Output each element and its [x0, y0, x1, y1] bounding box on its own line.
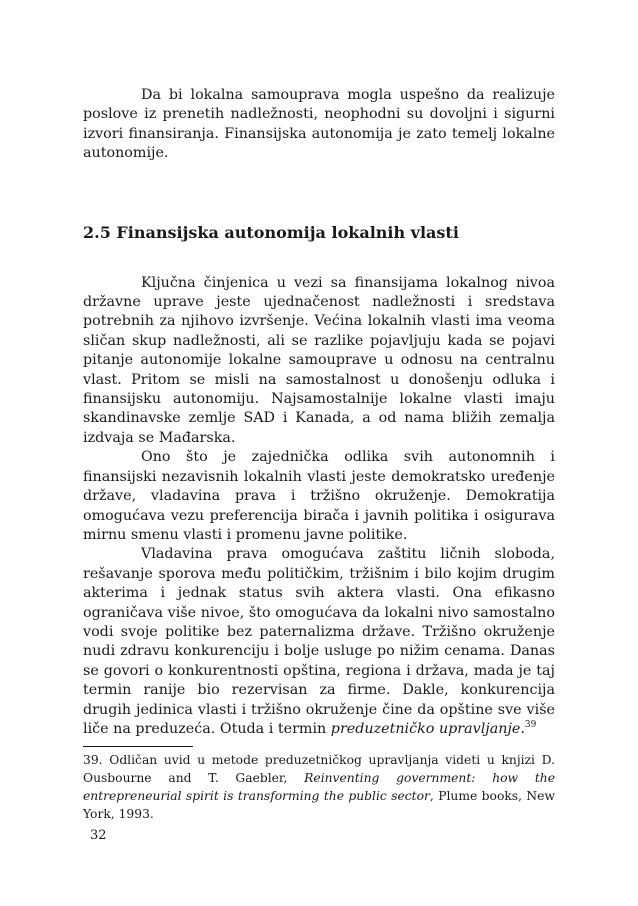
body-paragraph-3-text: Vladavina prava omogućava zaštitu ličnih sloboda, rešavanje sporova među političkim, tržišnim i bilo kojim drugim akterima i jednak status svih aktera vlasti. Ona efikasno ograničava više nivoe, što omogućava da lokalni nivo samostalno vodi svoje politike bez paternalizma države. Tržišno okruženje nudi zdravu konkurenciju i bolje usluge po nižim cenama. Danas se govori o konkurentnosti opština, regiona i država, mada je taj termin ranije bio rezervisan za firme. Dakle, konkurencija drugih jedinica vlasti i tržišno okruženje čine da opštine sve više liče na preduzeća. Otuda i termin: [83, 546, 555, 737]
footnote-book-title: Reinventing government: how the entrepreneurial spirit is transforming the public sector: [83, 771, 556, 803]
footnote-text-a: Odličan uvid u metode preduzetničkog upravljanja videti u knjizi D. Ousbourne and T. Gaebler,: [83, 753, 555, 786]
footnote-reference: 39: [524, 720, 537, 731]
body-paragraph-3-italic-term: preduzetničko upravljanje.: [330, 720, 525, 737]
body-paragraph-1: Ključna činjenica u vezi sa finansijama lokalnog nivoa državne uprave jeste ujednačenost nadležnosti i sredstava potrebnih za njihovo izvršenje. Većina lokalnih vlasti ima veoma sličan skup nadležnosti, ali se razlike pojavljuju kada se pojavi pitanje autonomije lokalne samouprave u odnosu na centralnu vlast. Pritom se misli na samostalnost u donošenju odluka i finansijsku autonomiju. Najsamostalnije lokalne vlasti imaju skandinavske zemlje SAD i Kanada, a od nama bližih zemalja izdvaja se Mađarska.: [83, 274, 555, 446]
footnote-text-b: , Plume books, New York, 1993.: [83, 788, 555, 821]
footnote-number: 39.: [83, 753, 103, 768]
section-heading: 2.5 Finansijska autonomija lokalnih vlasti: [83, 222, 459, 242]
intro-paragraph: Da bi lokalna samouprava mogla uspešno da realizuje poslove iz prenetih nadležnosti, neophodni su dovoljni i sigurni izvori finansiranja. Finansijska autonomija je zato temelj lokalne autonomije.: [83, 87, 555, 162]
page-content: [83, 86, 555, 824]
section-gap: [83, 243, 555, 274]
footnote: [83, 752, 555, 823]
body-paragraph-3: [83, 545, 555, 739]
footnote-separator: [83, 746, 193, 747]
page-number: 32: [90, 828, 107, 843]
body-paragraph-2: Ono što je zajednička odlika svih autonomnih i finansijski nezavisnih lokalnih vlasti jeste demokratsko uređenje države, vladavina prava i tržišno okruženje. Demokratija omogućava vezu preferencija birača i javnih politika i osigurava mirnu smenu vlasti i promenu javne politike.: [83, 449, 555, 543]
